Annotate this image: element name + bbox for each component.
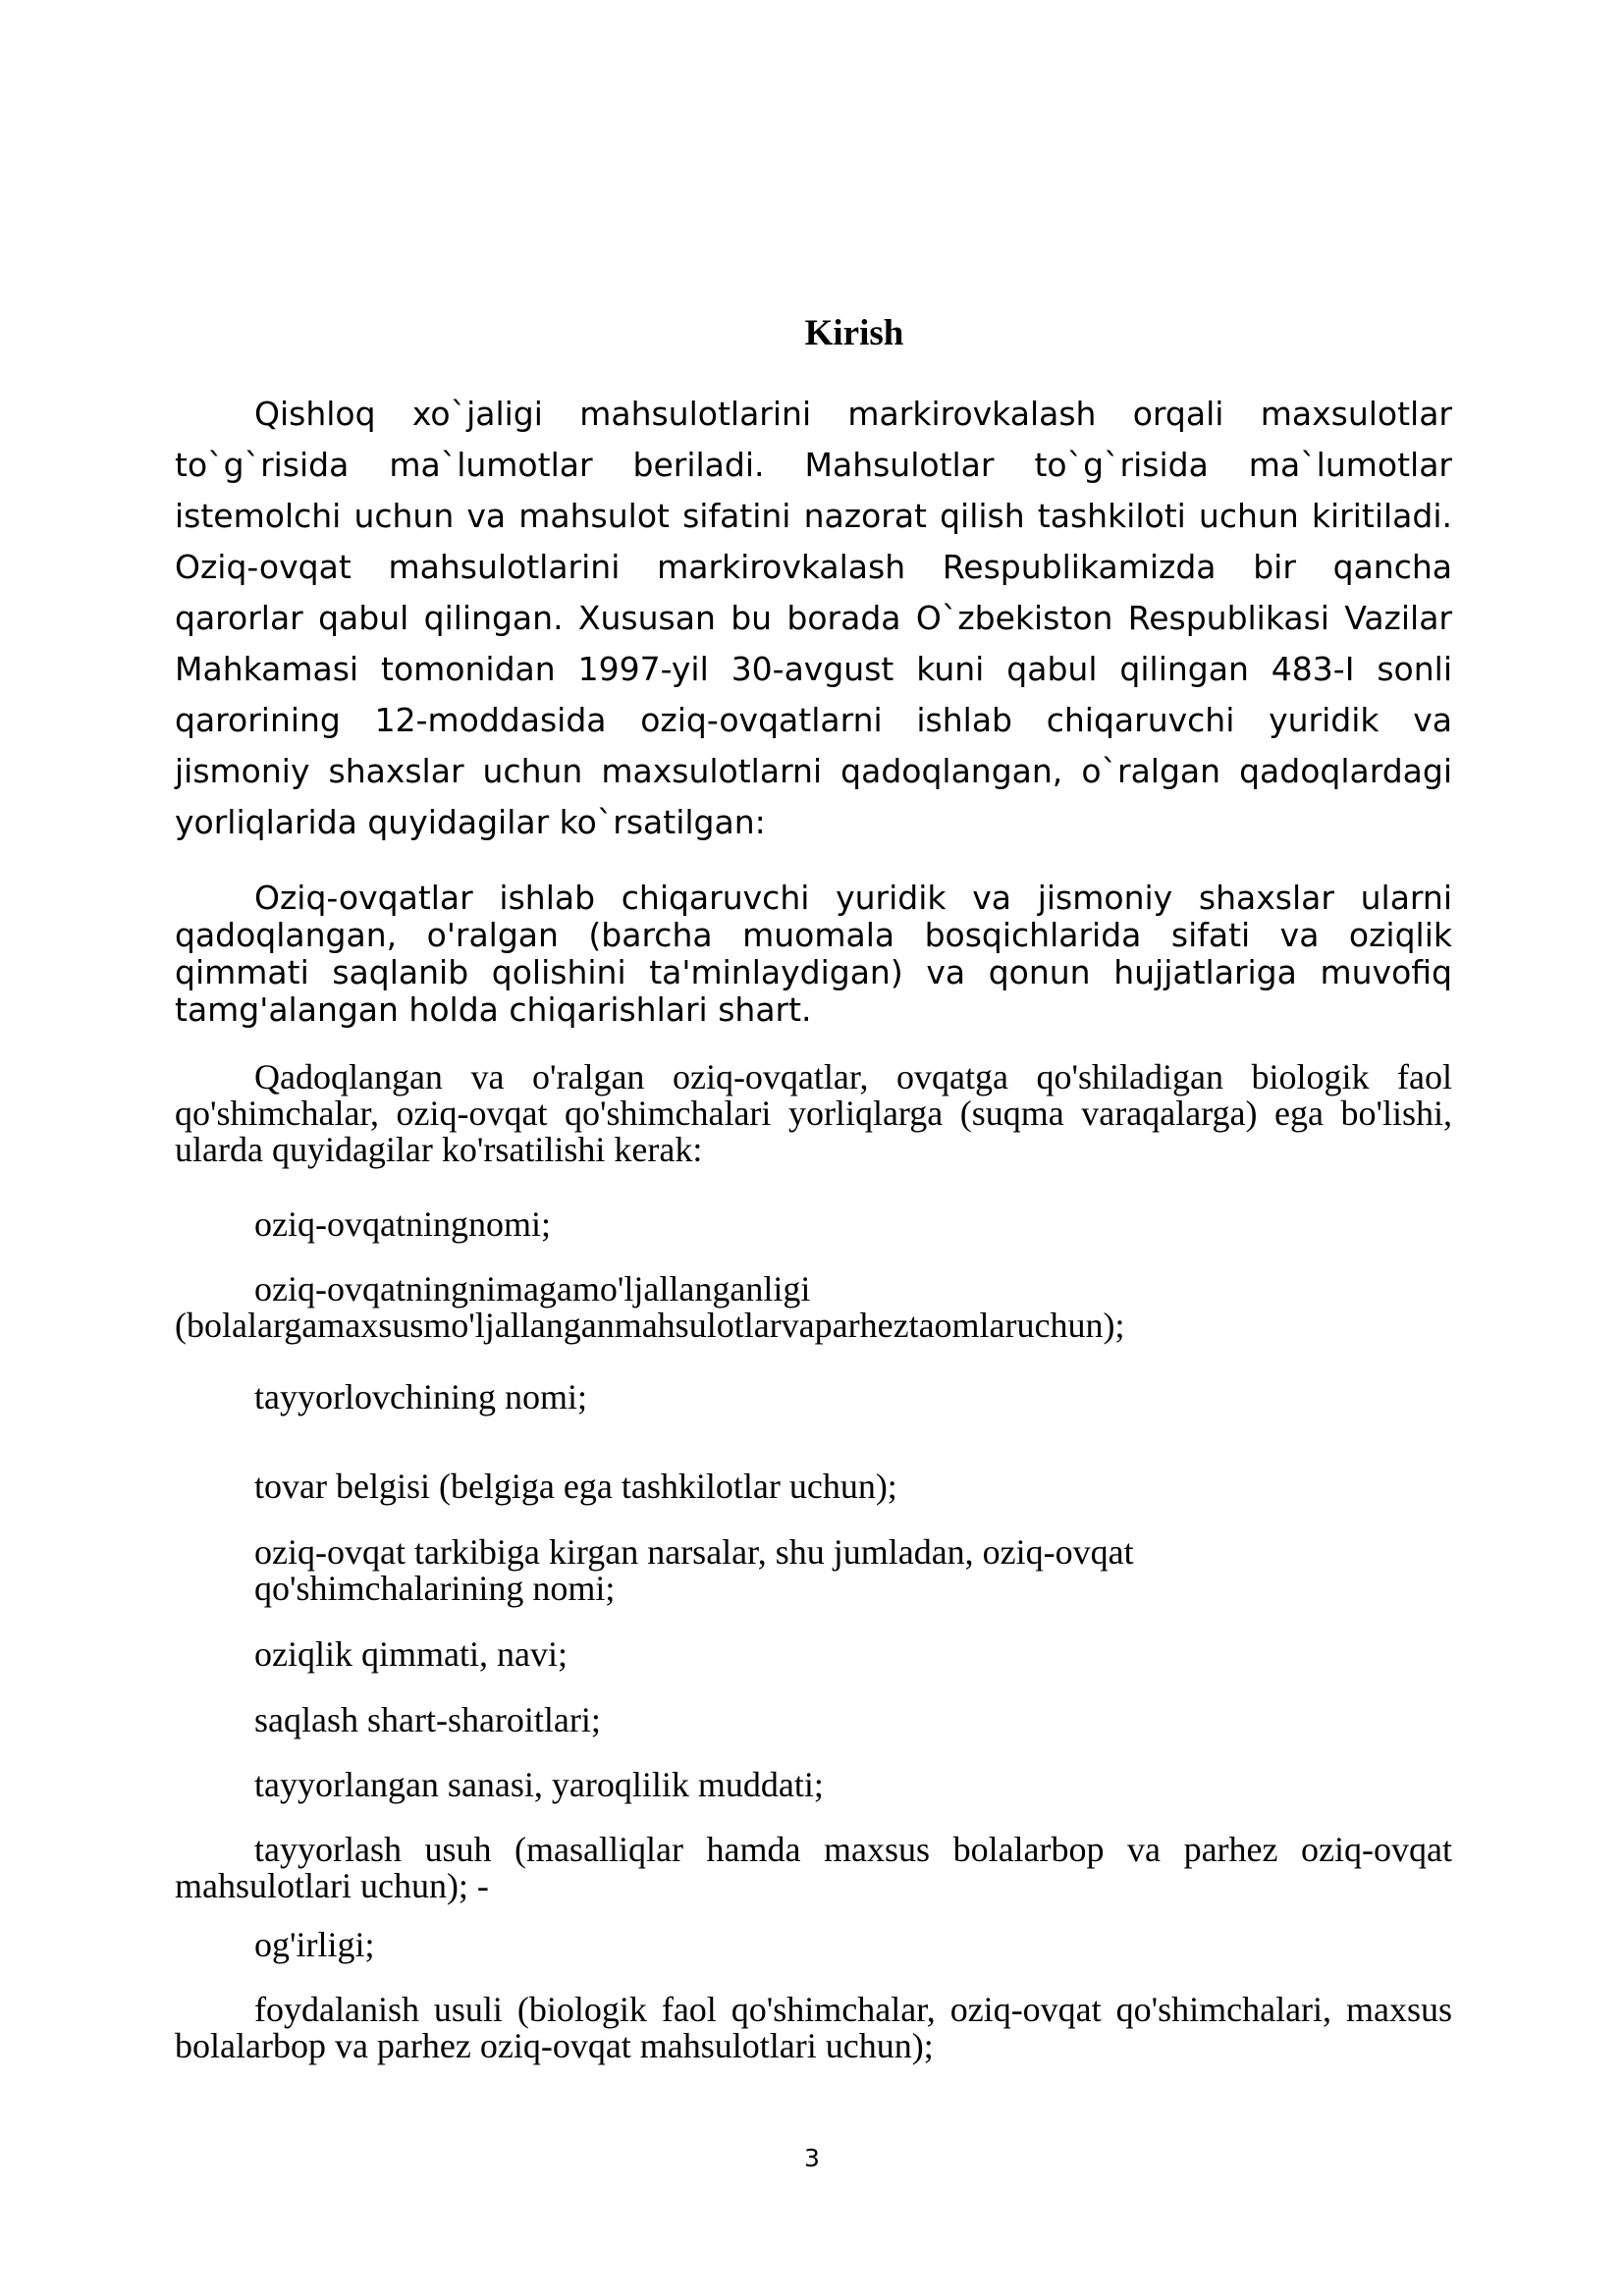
quote-paragraph: Oziq-ovqatlar ishlab chiqaruvchi yuridik va jismoniy shaxslar ularni qadoqlangan, o'ralgan (barcha muomala bosqichlarida sifati va oziqlik qimmati saqlanib qolishini ta'minlaydigan) va qonun hujjatlariga muvofiq tamg'alangan holda chiqarishlari shart. — [175, 879, 1452, 1029]
list-item-manufacturer: tayyorlovchining nomi; — [254, 1377, 587, 1416]
list-item-dates: tayyorlangan sanasi, yaroqlilik muddati; — [254, 1765, 824, 1804]
page-number: 3 — [804, 2144, 820, 2172]
intro-paragraph: Qishloq xo`jaligi mahsulotlarini markirovkalash orqali maxsulotlar to`g`risida ma`lumotlar beriladi. Mahsulotlar to`g`risida ma`lumotlar istemolchi uchun va mahsulot sifatini nazorat qilish tashkiloti uchun kiritiladi. Oziq-ovqat mahsulotlarini markirovkalash Respublikamizda bir qancha qarorlar qabul qilingan. Xususan bu borada O`zbekiston Respublikasi Vazilar Mahkamasi tomonidan 1997-yil 30-avgust kuni qabul qilingan 483-I sonli qarorining 12-moddasida oziq-ovqatlarni ishlab chiqaruvchi yuridik va jismoniy shaxslar uchun maxsulotlarni qadoqlangan, o`ralgan qadoqlardagi yorliqlarida quyidagilar ko`rsatilgan: — [175, 395, 1452, 841]
list-item-nutrition: oziqlik qimmati, navi; — [254, 1634, 568, 1674]
list-item-trademark: tovar belgisi (belgiga ega tashkilotlar uchun); — [254, 1467, 897, 1506]
list-item-usage: foydalanish usuli (biologik faol qo'shimchalar, oziq-ovqat qo'shimchalari, maxsus bolalarbop va parhez oziq-ovqat mahsulotlari uchun); — [175, 1990, 1452, 2065]
requirement-paragraph: Qadoqlangan va o'ralgan oziq-ovqatlar, ovqatga qo'shiladigan biologik faol qo'shimchalar, oziq-ovqat qo'shimchalari yorliqlarga (suqma varaqalarga) ega bo'lishi, ularda quyidagilar ko'rsatilishi kerak: — [175, 1057, 1452, 1169]
list-item-purpose-continued: (bolalargamaxsusmo'ljallanganmahsulotlarvaparheztaomlaruchun); — [175, 1306, 1125, 1345]
list-item-weight: og'irligi; — [254, 1925, 375, 1964]
list-item-name: oziq-ovqatningnomi; — [254, 1204, 551, 1244]
list-item-purpose: oziq-ovqatningnimagamo'ljallanganligi — [254, 1269, 811, 1308]
list-item-storage: saqlash shart-sharoitlari; — [254, 1700, 601, 1739]
list-item-ingredients-continued: qo'shimchalarining nomi; — [254, 1569, 616, 1608]
section-title: Kirish — [804, 313, 904, 353]
list-item-ingredients: oziq-ovqat tarkibiga kirgan narsalar, shu jumladan, oziq-ovqat — [254, 1532, 1134, 1572]
list-item-preparation: tayyorlash usuh (masalliqlar hamda maxsus bolalarbop va parhez oziq-ovqat mahsulotlari uchun); - — [175, 1830, 1452, 1905]
